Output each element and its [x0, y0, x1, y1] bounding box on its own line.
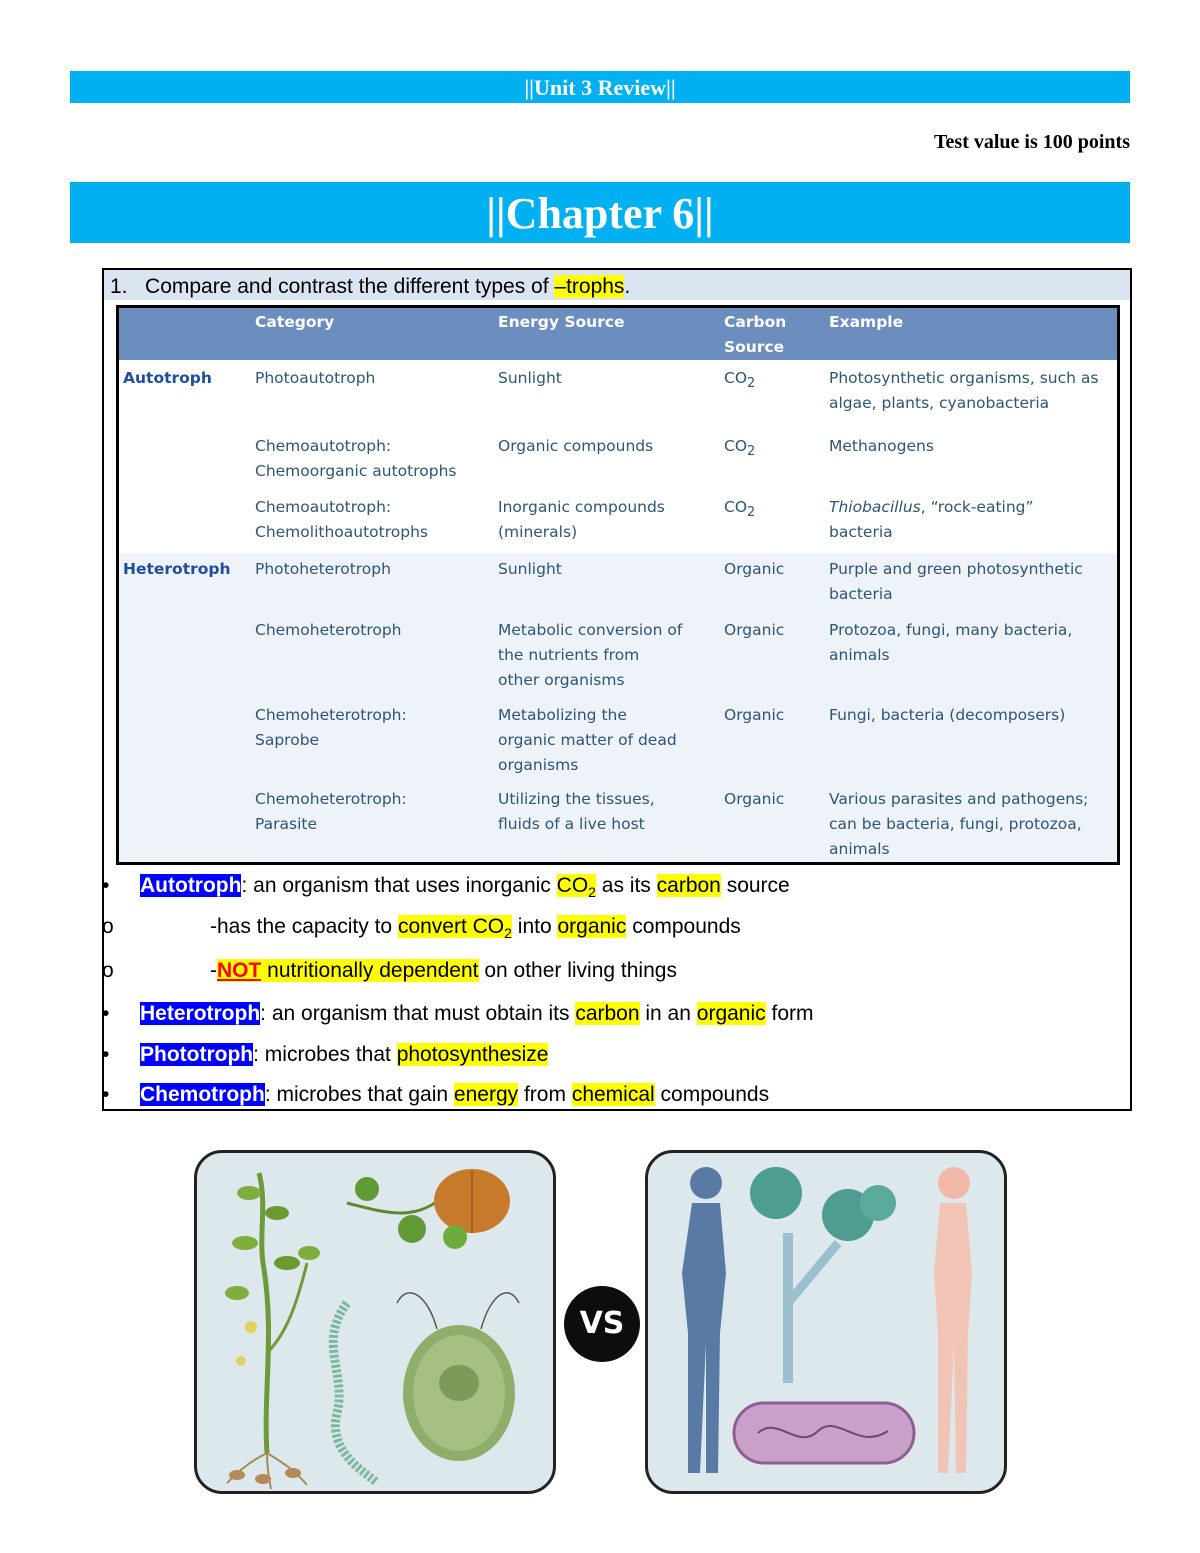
- cell-category: Chemoheterotroph: [255, 621, 402, 639]
- cell-energy: Metabolic conversion of the nutrients from other organisms: [498, 621, 683, 689]
- cell-energy: Organic compounds: [498, 437, 654, 455]
- test-value-note: Test value is 100 points: [934, 131, 1130, 153]
- cell-carbon: $CO_2$: [724, 369, 756, 392]
- cell-carbon: Organic: [724, 560, 785, 578]
- question-highlight: –trophs: [554, 275, 625, 298]
- group-label-autotroph: Autotroph: [123, 369, 212, 387]
- heterotroph-illustration: [645, 1150, 1007, 1494]
- cell-category: Chemoautotroph: Chemoorganic autotrophs: [255, 437, 457, 480]
- cell-category: Photoheterotroph: [255, 560, 391, 578]
- header-energy-source: Energy Source: [498, 313, 625, 331]
- cell-energy: Inorganic compounds (minerals): [498, 498, 665, 541]
- cell-category: Chemoautotroph: Chemolithoautotrophs: [255, 498, 428, 541]
- cell-energy: Sunlight: [498, 560, 562, 578]
- vs-badge: VS: [564, 1286, 640, 1362]
- question-prompt: [104, 270, 1130, 300]
- header-carbon-source: Carbon Source: [724, 313, 787, 356]
- cell-example: Thiobacillus, “rock-eating” bacteria: [829, 498, 1034, 541]
- cell-example: Various parasites and pathogens; can be bacteria, fungi, protozoa, animals: [829, 790, 1089, 858]
- header-example: Example: [829, 313, 904, 331]
- header-category: Category: [255, 313, 335, 331]
- autotroph-organisms-icon: [197, 1153, 553, 1491]
- cell-carbon: $CO_2$: [724, 437, 756, 460]
- cell-energy: Utilizing the tissues, fluids of a live host: [498, 790, 655, 833]
- cell-carbon: $CO_2$: [724, 498, 756, 521]
- cell-carbon: Organic: [724, 621, 785, 639]
- cell-example: Methanogens: [829, 437, 934, 455]
- cell-category: Chemoheterotroph: Parasite: [255, 790, 407, 833]
- chapter-title-banner: ||Chapter 6||: [70, 182, 1130, 243]
- cell-example: Photosynthetic organisms, such as algae, plants, cyanobacteria: [829, 369, 1099, 412]
- cell-category: Chemoheterotroph: Saprobe: [255, 706, 407, 749]
- cell-example: Protozoa, fungi, many bacteria, animals: [829, 621, 1073, 664]
- cell-carbon: Organic: [724, 790, 785, 808]
- cell-example: Purple and green photosynthetic bacteria: [829, 560, 1083, 603]
- cell-example: Fungi, bacteria (decomposers): [829, 706, 1066, 724]
- question-number: 1.: [110, 275, 128, 298]
- cell-carbon: Organic: [724, 706, 785, 724]
- heterotroph-organisms-icon: [648, 1153, 1004, 1491]
- cell-energy: Metabolizing the organic matter of dead organisms: [498, 706, 677, 774]
- autotroph-illustration: [194, 1150, 556, 1494]
- question-text: Compare and contrast the different types of: [145, 275, 555, 298]
- question-end: .: [624, 275, 631, 298]
- cell-category: Photoautotroph: [255, 369, 376, 387]
- trophs-table: [116, 305, 1120, 865]
- group-label-heterotroph: Heterotroph: [123, 560, 231, 578]
- unit-title-banner: ||Unit 3 Review||: [70, 71, 1130, 103]
- table-header-row: [119, 308, 1117, 360]
- cell-energy: Sunlight: [498, 369, 562, 387]
